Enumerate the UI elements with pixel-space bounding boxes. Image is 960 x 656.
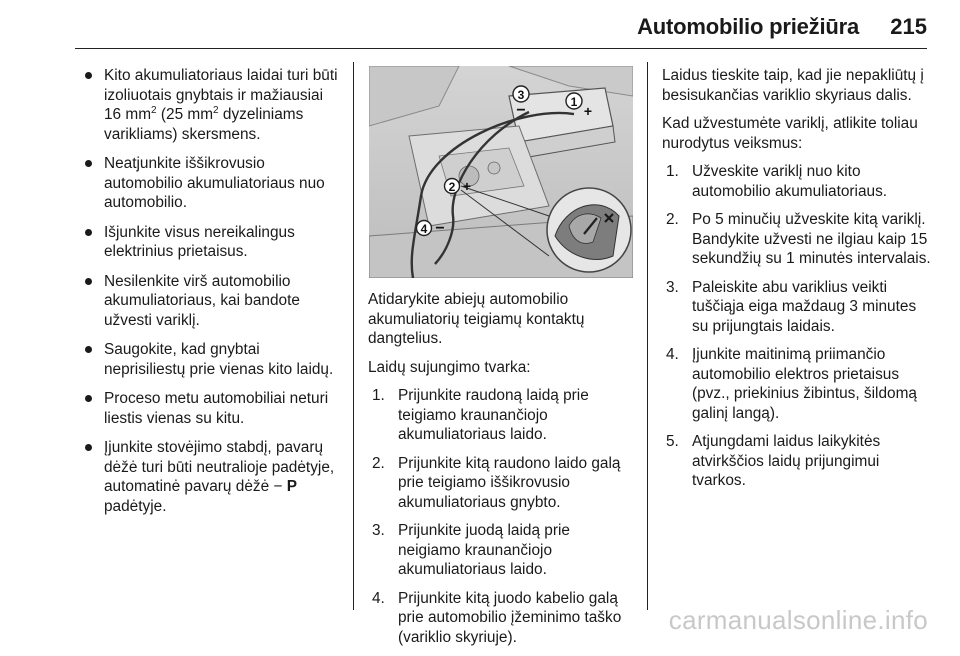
list-item: 1. Užveskite variklį nuo kito automobilio akumuliatoriaus.	[666, 163, 888, 200]
page-title: Automobilio priežiūra	[637, 14, 859, 39]
list-item: Įjunkite stovėjimo stabdį, pavarų dėžė turi būti neutralioje padėtyje, automatinė pavarų dėžė − P padėtyje.	[80, 438, 344, 516]
list-item: 2. Po 5 minučių užveskite kitą variklį. Bandykite užvesti ne ilgiau kaip 15 sekundžių su 1 minutės intervalais.	[666, 211, 931, 267]
svg-text:−: −	[435, 220, 445, 237]
svg-text:+: +	[583, 103, 593, 119]
list-item: Neatjunkite iššikrovusio automobilio akumuliatoriaus nuo automobilio.	[80, 154, 344, 213]
label-badge-2	[445, 178, 472, 194]
list-item: 4. Įjunkite maitinimą priimančio automobilio elektros prietaisus (pvz., priekinius žibintus, šildomą galinį langą).	[666, 346, 917, 422]
svg-text:2: 2	[448, 180, 456, 194]
svg-text:1: 1	[570, 95, 578, 109]
cable-routing-paragraph: Laidus tieskite taip, kad jie nepakliūtų į besisukančias variklio skyriaus dalis.	[662, 67, 924, 104]
list-item: Nesilenkite virš automobilio akumuliatoriaus, kai bandote užvesti variklį.	[80, 272, 344, 331]
list-item: 5. Atjungdami laidus laikykitės atvirkščios laidų prijungimui tvarkos.	[666, 433, 881, 489]
list-item: 3. Paleiskite abu variklius veikti tuščiąja eiga maždaug 3 minutes su prijungtais laidais.	[666, 278, 917, 335]
column-middle	[368, 290, 632, 656]
list-item: 4. Prijunkite kitą juodo kabelio galą prie automobilio įžeminimo taško (variklio skyriuje).	[372, 589, 622, 646]
connection-order-title: Laidų sujungimo tvarka:	[368, 358, 531, 376]
list-item: 2. Prijunkite kitą raudono laido galą prie teigiamo iššikrovusio akumuliatoriaus gnybto.	[372, 454, 621, 511]
svg-text:4: 4	[420, 222, 428, 236]
svg-text:3: 3	[517, 88, 525, 102]
column-right	[662, 66, 934, 500]
jump-start-diagram	[369, 66, 633, 278]
connection-steps	[368, 386, 632, 647]
list-item: Išjunkite visus nereikalingus elektrinius prietaisus.	[80, 223, 344, 262]
precautions-list	[80, 66, 344, 516]
list-item: Kito akumuliatoriaus laidai turi būti izoliuotais gnybtais ir mažiausiai 16 $mm^2$ (25 $mm^2$ dyzeliniams varikliams) skersmens.	[80, 66, 344, 144]
list-item: 3. Prijunkite juodą laidą prie neigiamo kraunančiojo akumuliatoriaus laido.	[372, 522, 570, 578]
site-watermark: carmanualsonline.info	[668, 605, 928, 635]
engine-bay-illustration	[369, 66, 633, 278]
column-divider-right	[647, 62, 648, 610]
intro-paragraph: Atidarykite abiejų automobilio akumuliatorių teigiamų kontaktų dangtelius.	[368, 291, 585, 347]
column-divider-left	[353, 62, 354, 610]
page-number: 215	[890, 14, 927, 39]
list-item: Proceso metu automobiliai neturi liestis vienas su kitu.	[80, 389, 344, 428]
start-steps	[662, 162, 934, 491]
start-instructions-intro: Kad užvestumėte variklį, atlikite toliau nurodytus veiksmus:	[662, 115, 918, 152]
list-item: 1. Prijunkite raudoną laidą prie teigiamo kraunančiojo akumuliatoriaus laido.	[372, 387, 589, 443]
column-left	[80, 66, 344, 526]
svg-text:−: −	[516, 102, 526, 119]
page-header	[75, 0, 927, 49]
svg-text:+: +	[462, 178, 472, 194]
list-item: Saugokite, kad gnybtai neprisiliestų prie vienas kito laidų.	[80, 340, 344, 379]
